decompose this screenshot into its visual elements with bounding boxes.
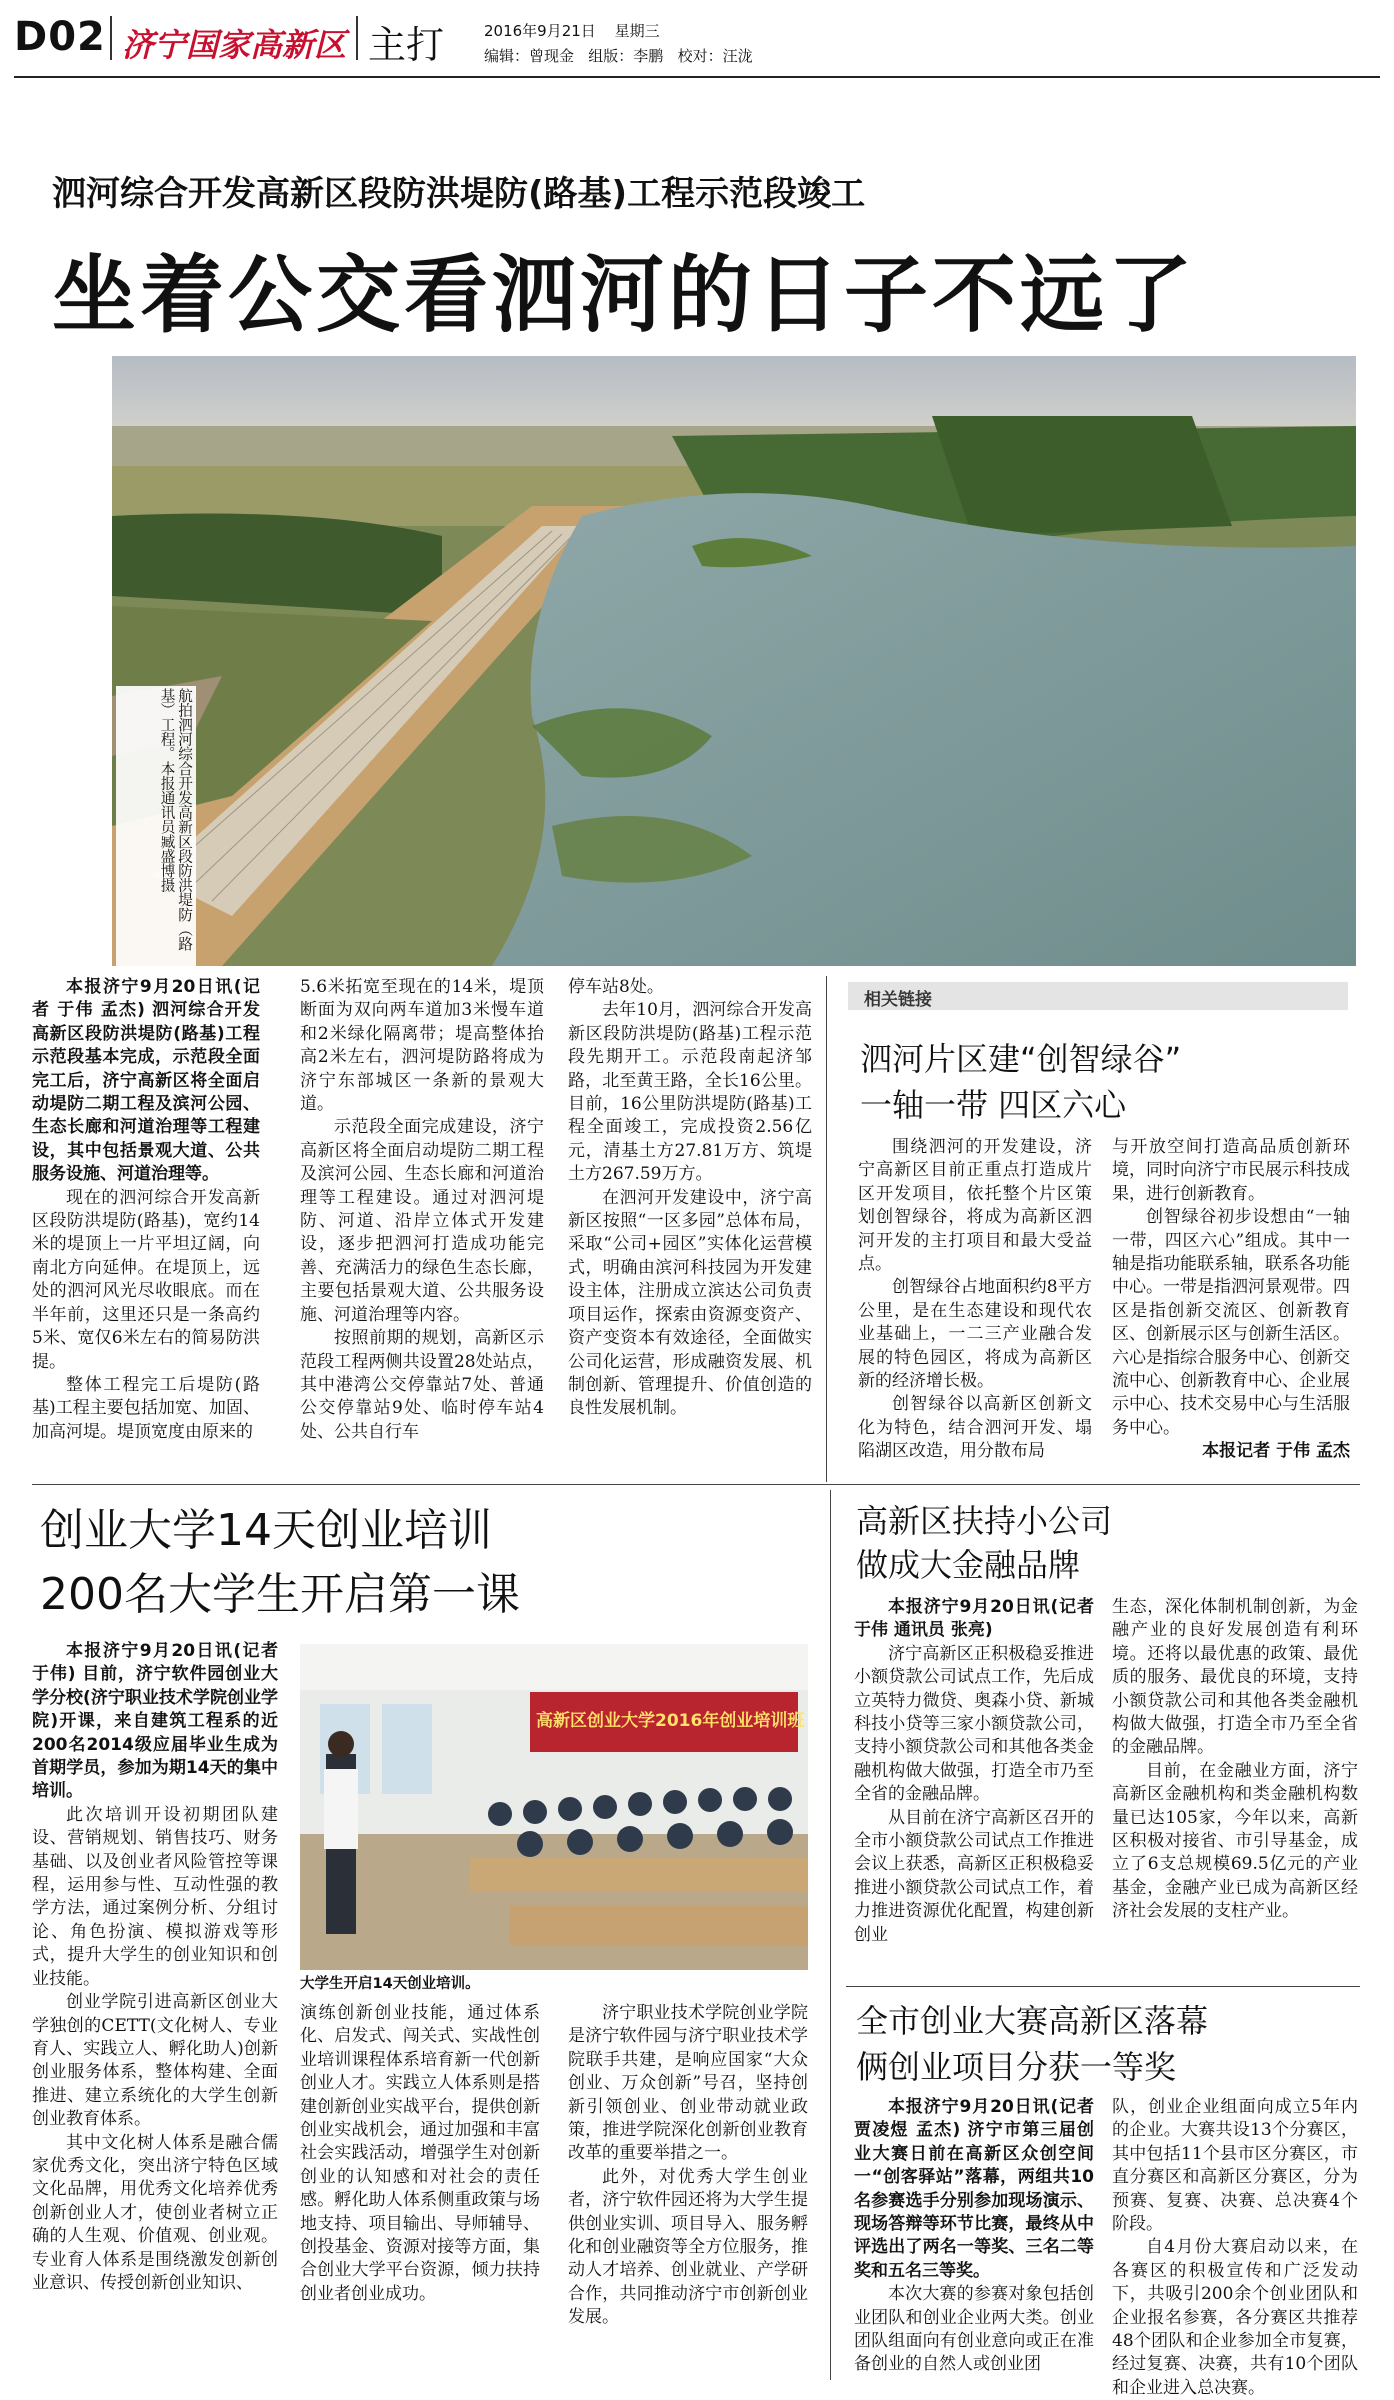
article2-column-1a [32, 1640, 278, 2382]
article4-title-2: 俩创业项目分获一等奖 [856, 2048, 1177, 2086]
article2-photo [300, 1644, 808, 1970]
masthead-divider-2 [356, 16, 358, 60]
lead-paragraph-2: 现在的泗河综合开发高新区段防洪堤防(路基)，宽约14米的堤顶上一片平坦辽阔，向南北方向延伸。在堤顶上，远处的泗河风光尽收眼底。而在半年前，这里还只是一条高约5米、宽仅6米左右的简易防洪提。 [32, 1187, 260, 1372]
related-paragraph-4: 与开放空间打造高品质创新环境，同时向济宁市民展示科技成果，进行创新教育。 [1112, 1137, 1350, 1204]
article3-paragraph-3: 生态，深化体制机制创新，为金融产业的良好发展创造有利环境。还将以最优惠的政策、最优质的服务、最优良的环境，支持小额贷款公司和其他各类金融机构做大做强，打造全市乃至全省的金融品牌。 [1112, 1597, 1358, 1758]
article2-paragraph-4: 其中文化树人体系是融合儒家优秀文化，突出济宁特色区域文化品牌，用优秀文化培养优秀创新创业人才，使创业者树立正确的人生观、价值观、创业观。专业育人体系是围绕激发创新创业意识、传授创新创业知识、 [32, 2132, 278, 2293]
article3-paragraph-1: 济宁高新区正积极稳妥推进小额贷款公司试点工作，先后成立英特力微贷、奥森小贷、新城科技小贷等三家小额贷款公司，支持小额贷款公司和其他各类金融机构做大做强，打造全市乃至全省的金融品牌。 [854, 1643, 1094, 1805]
article3-column-a [854, 1596, 1094, 1976]
related-label: 相关链接 [864, 990, 932, 1010]
related-column-b [1112, 1136, 1350, 1476]
paper-name: 济宁国家高新区 [122, 26, 347, 64]
lead-paragraph-5: 示范段全面完成建设，济宁高新区将全面启动堤防二期工程及滨河公园、生态长廊和河道治理等工程建设。通过对泗河堤防、河道、沿岸立体式开发建设，逐步把泗河打造成功能完善、充满活力的绿色生态长廊，主要包括景观大道、公共服务设施、河道治理等内容。 [300, 1117, 544, 1325]
lead-photo-caption: 航拍泗河综合开发高新区段防洪堤防（路基）工程。本报通讯员臧盛博摄 [116, 686, 196, 966]
related-title-1: 泗河片区建“创智绿谷” [860, 1040, 1182, 1078]
article4-paragraph-3: 队，创业企业组面向成立5年内的企业。大赛共设13个分赛区，其中包括11个县市区分赛区，市直分赛区和高新区分赛区，分为预赛、复赛、决赛、总决赛4个阶段。 [1112, 2097, 1358, 2235]
related-title-2: 一轴一带 四区六心 [860, 1086, 1127, 1124]
lead-headline: 坐着公交看泗河的日子不远了 [52, 246, 1197, 344]
article2-paragraph-2: 此次培训开设初期团队建设、营销规划、销售技巧、财务基础、以及创业者风险管控等课程，运用参与性、互动性强的教学方法，通过案例分析、分组讨论、角色扮演、模拟游戏等形式，提升大学生的创业知识和创业技能。 [32, 1804, 278, 1989]
divider-vertical-main [826, 976, 827, 1482]
classroom-illustration [300, 1644, 808, 1970]
masthead-divider-1 [110, 16, 112, 60]
article3-title-1: 高新区扶持小公司 [856, 1502, 1113, 1540]
related-paragraph-2: 创智绿谷占地面积约8平方公里，是在生态建设和现代农业基础上，一二三产业融合发展的特色园区，将成为高新区新的经济增长极。 [858, 1277, 1092, 1392]
lead-column-1 [32, 976, 260, 1452]
classroom-banner: 高新区创业大学2016年创业培训班 [536, 1711, 805, 1731]
related-paragraph-1: 围绕泗河的开发建设，济宁高新区目前正重点打造成片区开发项目，依托整个片区策划创智绿谷，将成为高新区泗河开发的主打项目和最大受益点。 [858, 1137, 1092, 1275]
lead-paragraph-4: 5.6米拓宽至现在的14米，堤顶断面为双向两车道加3米慢车道和2米绿化隔离带；堤高整体抬高2米左右，泗河堤防路将成为济宁东部城区一条新的景观大道。 [300, 977, 544, 1115]
date [484, 20, 660, 41]
divider-horizontal-right [846, 1986, 1360, 1987]
section-name: 主打 [368, 23, 445, 67]
masthead-rule [14, 76, 1380, 78]
lead-column-2 [300, 976, 544, 1452]
lead-paragraph-3: 整体工程完工后堤防(路基)工程主要包括加宽、加固、加高河堤。堤顶宽度由原来的 [32, 1374, 260, 1442]
date-text: 2016年9月21日 [484, 22, 596, 40]
article2-title-2: 200名大学生开启第一课 [40, 1569, 520, 1620]
article2-paragraph-1: 本报济宁9月20日讯(记者 于伟) 目前，济宁软件园创业大学分校(济宁职业技术学院创业学院)开课，来自建筑工程系的近200名2014级应届毕业生成为首期学员，参加为期14天的集中培训。 [32, 1641, 278, 1802]
article4-column-b [1112, 2096, 1358, 2398]
lead-paragraph-1: 本报济宁9月20日讯(记者 于伟 孟杰) 泗河综合开发高新区段防洪堤防(路基)工程示范段基本完成，示范段全面完工后，济宁高新区将全面启动堤防二期工程及滨河公园、生态长廊和河道治理等工程建设，其中包括景观大道、公共服务设施、河道治理等。 [32, 977, 260, 1185]
article2-column-3 [568, 2002, 808, 2382]
article4-paragraph-1: 本报济宁9月20日讯(记者 贾凌煜 孟杰) 济宁市第三届创业大赛日前在高新区众创空间一“创客驿站”落幕，两组共10名参赛选手分别参加现场演示、现场答辩等环节比赛，最终从中评选出了两名一等奖、三名二等奖和五名三等奖。 [854, 2097, 1094, 2281]
related-label-bar [848, 982, 1348, 1010]
aerial-river-illustration [112, 356, 1356, 966]
lead-photo [112, 356, 1356, 966]
article3-byline: 本报济宁9月20日讯(记者 于伟 通讯员 张亮) [854, 1597, 1094, 1641]
related-byline: 本报记者 于伟 孟杰 [1202, 1441, 1350, 1462]
lead-paragraph-9: 在泗河开发建设中，济宁高新区按照“一区多园”总体布局，采取“公司+园区”实体化运营模式，明确由滨河科技园为开发建设主体，注册成立滨达公司负责项目运作，探索由资源变资产、资产变资本有效途径，全面做实公司化运营，形成融资发展、机制创新、管理提升、价值创造的良性发展机制。 [568, 1187, 812, 1419]
article2-paragraph-5: 演练创新创业技能，通过体系化、启发式、闯关式、实战性创业培训课程体系培育新一代创新创业人才。实践立人体系则是搭建创新创业实战平台，提供创新创业实战机会，通过加强和丰富社会实践活动，增强学生对创新创业的认知感和对社会的责任感。孵化助人体系侧重政策与场地支持、项目输出、导师辅导、创投基金、资源对接等方面，集合创业大学平台资源，倾力扶持创业者创业成功。 [300, 2003, 540, 2304]
editors-line: 编辑：曾现金 组版：李鹏 校对：汪泷 [484, 47, 753, 65]
article2-paragraph-3: 创业学院引进高新区创业大学独创的CETT(文化树人、专业育人、实践立人、孵化助人)创新创业服务体系，整体构建、全面推进、建立系统化的大学生创新创业教育体系。 [32, 1992, 278, 2130]
divider-vertical-lower [830, 1490, 831, 2380]
article2-paragraph-7: 此外，对优秀大学生创业者，济宁软件园还将为大学生提供创业实训、项目导入、服务孵化和创业融资等全方位服务，推动人才培养、创业就业、产学研合作，共同推动济宁市创新创业发展。 [568, 2166, 808, 2328]
lead-kicker: 泗河综合开发高新区段防洪堤防(路基)工程示范段竣工 [52, 174, 866, 214]
lead-paragraph-6: 按照前期的规划，高新区示范段工程两侧共设置28处站点，其中港湾公交停靠站7处、普通公交停靠站9处、临时停车站4处、公共自行车 [300, 1328, 544, 1442]
lead-column-3 [568, 976, 812, 1452]
article3-title-2: 做成大金融品牌 [856, 1546, 1081, 1584]
related-paragraph-5: 创智绿谷初步设想由“一轴一带，四区六心”组成。其中一轴是指功能联系轴，联系各功能中心。一带是指泗河景观带。四区是指创新交流区、创新教育区、创新展示区与创新生活区。六心是指综合服务中心、创新交流中心、创新教育中心、企业展示中心、技术交易中心与生活服务中心。 [1112, 1207, 1350, 1438]
lead-paragraph-7: 停车站8处。 [568, 977, 664, 997]
article3-column-b [1112, 1596, 1358, 1976]
article4-paragraph-4: 自4月份大赛启动以来，在各赛区的积极宣传和广泛发动下，共吸引200余个创业团队和企业报名参赛，各分赛区共推荐48个团队和企业参加全市复赛，经过复赛、决赛，共有10个团队和企业进入总决赛。 [1112, 2237, 1358, 2398]
article2-title-1: 创业大学14天创业培训 [40, 1505, 492, 1556]
related-paragraph-3: 创智绿谷以高新区创新文化为特色，结合泗河开发、塌陷湖区改造，用分散布局 [858, 1394, 1092, 1462]
masthead [0, 0, 1394, 80]
article4-title-1: 全市创业大赛高新区落幕 [856, 2002, 1209, 2040]
article3-paragraph-2: 从目前在济宁高新区召开的全市小额贷款公司试点工作推进会议上获悉，高新区正积极稳妥推进小额贷款公司试点工作，着力推进资源优化配置，构建创新创业 [854, 1807, 1094, 1945]
weekday-text: 星期三 [614, 22, 660, 40]
related-link-box [840, 972, 1360, 1482]
article2-photo-caption: 大学生开启14天创业培训。 [300, 1976, 480, 1992]
article2-paragraph-6: 济宁职业技术学院创业学院是济宁软件园与济宁职业技术学院联手共建，是响应国家“大众创业、万众创新”号召，坚持创新引领创业、创业带动就业政策，推进学院深化创新创业教育改革的重要举措之一。 [568, 2003, 808, 2164]
related-column-a [858, 1136, 1092, 1476]
lead-paragraph-8: 去年10月，泗河综合开发高新区段防洪堤防(路基)工程示范段先期开工。示范段南起济邹路，北至黄王路，全长16公里。目前，16公里防洪堤防(路基)工程全面竣工，完成投资2.56亿元，清基土方27.81万方、筑堤土方267.59万方。 [568, 1000, 812, 1185]
page-number: D02 [14, 14, 106, 60]
article3-paragraph-4: 目前，在金融业方面，济宁高新区金融机构和类金融机构数量已达105家，今年以来，高新区积极对接省、市引导基金，成立了6支总规模69.5亿元的产业基金，金融产业已成为高新区经济社会发展的支柱产业。 [1112, 1760, 1358, 1922]
article2-column-2 [300, 2002, 540, 2382]
divider-horizontal-mid [32, 1484, 1360, 1485]
article4-column-a [854, 2096, 1094, 2382]
article4-paragraph-2: 本次大赛的参赛对象包括创业团队和创业企业两大类。创业团队组面向有创业意向或正在准备创业的自然人或创业团 [854, 2284, 1094, 2375]
